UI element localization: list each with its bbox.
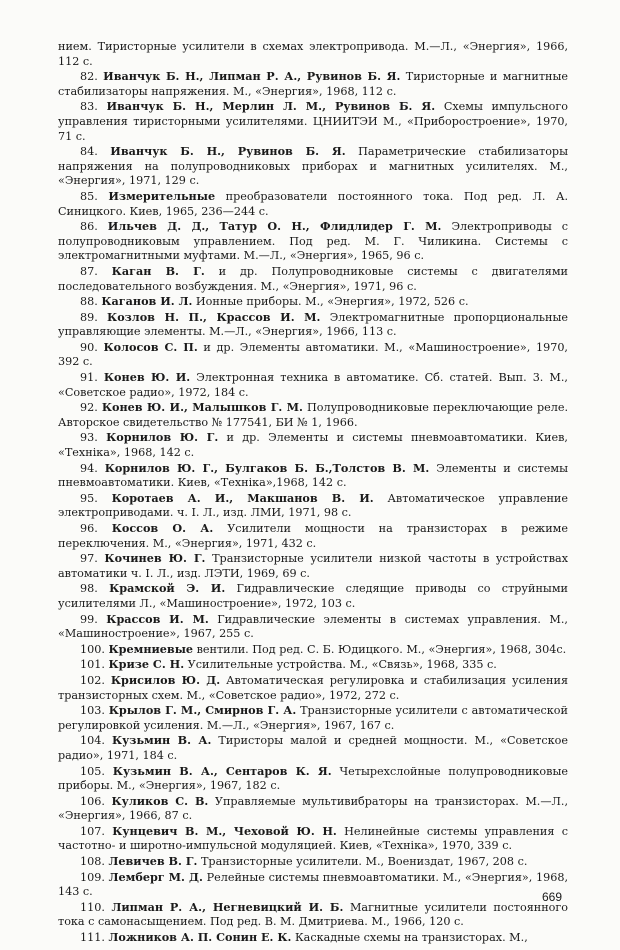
bibliography-entry (58, 551, 568, 581)
entry-number: 97. (80, 552, 98, 566)
entry-authors: Левичев В. Г. (108, 854, 198, 869)
entry-authors: Корнилов Ю. Г., Булгаков Б. Б.,Толстов В. М. (104, 460, 430, 475)
entry-number: 89. (80, 310, 98, 324)
bibliography-entry (58, 491, 568, 521)
bibliography-entry (58, 764, 568, 794)
bibliography-entry (58, 219, 568, 264)
bibliography-entry (58, 461, 568, 491)
entry-text: Усилители мощности на транзисторах в режиме переключения. М., «Энергия», 1971, 432 с. (58, 522, 569, 550)
entry-text: Электромагнитные пропорциональные управляющие элементы. М.—Л., «Энергия», 1966, 113 с. (58, 310, 568, 339)
bibliography-entry (58, 854, 568, 870)
entry-authors: Козлов Н. П., Крассов И. М. (107, 309, 321, 324)
entry-authors: Коротаев А. И., Макшанов В. И. (111, 490, 374, 505)
entry-authors: Коссов О. А. (111, 521, 214, 535)
entry-authors: Крамской Э. И. (109, 581, 226, 596)
entry-text: Нелинейные системы управления с частотно- и широтно-импульсной модуляцией. Киев, «Техніка», 1970, 339 с. (58, 824, 568, 853)
bibliography-entry (58, 340, 568, 370)
entry-number: 110. (80, 900, 105, 914)
bibliography-entry (58, 733, 568, 763)
bibliography-entry (58, 673, 568, 703)
entry-text: Параметрические стабилизаторы напряжения на полупроводниковых приборах и магнитных усилителях. М., «Энергия», 1971, 129 с. (58, 145, 568, 188)
entry-number: 99. (80, 612, 98, 626)
entry-text: Гидравлические элементы в системах управления. М., «Машиностроение», 1967, 255 с. (58, 612, 568, 641)
entry-text: Четырехслойные полупроводниковые приборы. М., «Энергия», 1967, 182 с. (58, 764, 568, 793)
entry-text: Транзисторные усилители низкой частоты в устройствах автоматики ч. I. Л., изд. ЛЭТИ, 1969, 69 с. (58, 552, 568, 580)
entry-text: Автоматическая регулировка и стабилизация усиления транзисторных схем. М., «Советское радио», 1972, 272 с. (58, 673, 569, 702)
bibliography-entry (58, 581, 568, 611)
bibliography-entry (58, 794, 568, 824)
entry-authors: Кузьмин В. А., Сентаров К. Я. (112, 763, 332, 778)
entry-number: 92. (80, 401, 98, 415)
entry-number: 111. (80, 931, 105, 945)
bibliography-entry (58, 900, 568, 930)
entry-text: и др. Полупроводниковые системы с двигателями последовательного возбуждения. М., «Энергия», 1971, 96 с. (58, 264, 568, 293)
page-number: 669 (542, 890, 563, 904)
entry-text: Схемы импульсного управления тиристорными усилителями. ЦНИИТЭИ М., «Приборостроение», 1970, 71 с. (58, 100, 568, 143)
entry-number: 108. (80, 855, 105, 869)
entry-text: Полупроводниковые переключающие реле. Авторское свидетельство № 177541, БИ № 1, 1966. (58, 401, 569, 429)
entry-authors: Иванчук Б. Н., Рувинов Б. Я. (110, 144, 346, 159)
entry-number: 88. (80, 295, 98, 309)
bibliography-entry (58, 703, 568, 733)
bibliography-list (58, 40, 568, 946)
entry-number: 109. (80, 870, 105, 884)
entry-text: Транзисторные усилители с автоматической регулировкой усиления. М.—Л., «Энергия», 1967, 167 с. (58, 704, 568, 732)
bibliography-entry (58, 370, 568, 400)
entry-number: 96. (80, 522, 98, 535)
entry-text: Управляемые мультивибраторы на транзисторах. М.—Л., «Энергия», 1966, 87 с. (58, 794, 568, 823)
entry-authors: Куликов С. В. (111, 793, 209, 808)
entry-text: и др. Элементы и системы пневмоавтоматики. Киев, «Техніка», 1968, 142 с. (58, 431, 568, 460)
entries-container (58, 69, 568, 945)
entry-text: Автоматическое управление электроприводами. ч. I. Л., изд. ЛМИ, 1971, 98 с. (58, 491, 568, 520)
entry-text: Магнитные усилители постоянного тока с самонасыщением. Под ред. В. М. Дмитриева. М., 1966, 120 с. (58, 900, 569, 929)
entry-authors: Крисилов Ю. Д. (110, 672, 221, 687)
entry-number: 86. (80, 220, 98, 234)
entry-number: 85. (80, 189, 98, 203)
bibliography-entry (58, 824, 568, 854)
entry-number: 87. (80, 264, 98, 278)
bibliography-entry (58, 264, 568, 294)
entry-text: вентили. Под ред. С. Б. Юдицкого. М., «Энергия», 1968, 304с. (196, 642, 567, 656)
entry-text: Релейные системы пневмоавтоматики. М., «Энергия», 1968, 143 с. (58, 870, 569, 899)
entry-number: 84. (80, 145, 98, 159)
entry-number: 102. (80, 673, 105, 687)
entry-authors: Конев Ю. И. (103, 370, 191, 385)
entry-authors: Каганов И. Л. (101, 294, 193, 309)
entry-number: 94. (80, 461, 98, 475)
bibliography-entry (58, 294, 568, 310)
entry-number: 91. (80, 371, 98, 385)
entry-text: Тиристорные и магнитные стабилизаторы напряжения. М., «Энергия», 1968, 112 с. (58, 70, 569, 98)
bibliography-entry (58, 642, 568, 658)
entry-authors: Липман Р. А., Негневицкий И. Б. (111, 899, 344, 914)
entry-text: преобразователи постоянного тока. Под ред. Л. А. Синицкого. Киев, 1965, 236—244 с. (58, 189, 569, 218)
entry-text: и др. Элементы автоматики. М., «Машиностроение», 1970, 392 с. (58, 340, 568, 369)
entry-authors: Лемберг М. Д. (108, 869, 203, 884)
bibliography-entry (58, 657, 568, 673)
entry-number: 103. (80, 704, 105, 718)
entry-authors: Колосов С. П. (103, 339, 198, 354)
entry-authors: Кризе С. Н. (108, 657, 185, 672)
bibliography-entry (58, 144, 568, 189)
entry-number: 83. (80, 100, 98, 114)
entry-authors: Каган В. Г. (111, 263, 205, 278)
entry-number: 105. (80, 764, 105, 778)
bibliography-entry (58, 310, 568, 340)
entry-authors: Корнилов Ю. Г. (106, 430, 219, 445)
entry-number: 104. (80, 734, 105, 748)
entry-text: Гидравлические следящие приводы со струйными усилителями Л., «Машиностроение», 1972, 103 с. (58, 582, 568, 610)
entry-text: Элементы и системы пневмоавтоматики. Киев, «Техніка»,1968, 142 с. (58, 461, 568, 490)
bibliography-entry (58, 430, 568, 460)
entry-authors: Ильчев Д. Д., Татур О. Н., Флидлидер Г. М. (107, 219, 442, 234)
entry-authors: Кремниевые (108, 641, 194, 656)
entry-number: 101. (80, 658, 105, 672)
bibliography-entry (58, 189, 568, 219)
entry-number: 106. (80, 794, 105, 808)
entry-number: 100. (80, 642, 105, 656)
entry-text: Транзисторные усилители. М., Воениздат, 1967, 208 с. (200, 855, 528, 869)
entry-number: 98. (80, 582, 98, 596)
entry-authors: Крылов Г. М., Смирнов Г. А. (108, 703, 297, 718)
bibliography-entry (58, 930, 568, 946)
bibliography-entry (58, 612, 568, 642)
bibliography-entry (58, 69, 568, 99)
entry-number: 95. (80, 491, 98, 505)
bibliography-entry (58, 521, 568, 551)
entry-text: Усилительные устройства. М., «Связь», 1968, 335 с. (187, 658, 497, 672)
entry-authors: Измерительные (108, 188, 216, 203)
entry-text: Тиристоры малой и средней мощности. М., «Советское радио», 1971, 184 с. (58, 734, 568, 762)
entry-number: 107. (80, 824, 105, 838)
bibliography-entry (58, 99, 568, 144)
entry-text: Каскадные схемы на транзисторах. М., (294, 931, 528, 945)
entry-number: 90. (80, 340, 98, 354)
entry-authors: Крассов И. М. (106, 611, 209, 626)
entry-authors: Кочинев Ю. Г. (104, 551, 206, 566)
bibliography-entry (58, 870, 568, 900)
bibliography-entry (58, 400, 568, 430)
entry-number: 93. (80, 431, 98, 445)
entry-authors: Конев Ю. И., Малышков Г. М. (101, 400, 303, 415)
entry-authors: Кунцевич В. М., Чеховой Ю. Н. (112, 823, 337, 838)
continuation-text: нием. Тиристорные усилители в схемах электропривода. М.—Л., «Энергия», 1966, 112 с. (58, 40, 568, 68)
entry-text: Электронная техника в автоматике. Сб. статей. Вып. 3. М., «Советское радио», 1972, 184 с. (58, 371, 568, 399)
entry-authors: Иванчук Б. Н., Липман Р. А., Рувинов Б. Я. (103, 69, 401, 84)
entry-authors: Иванчук Б. Н., Мерлин Л. М., Рувинов Б. Я. (106, 99, 436, 114)
entry-number: 82. (80, 70, 98, 84)
entry-text: Ионные приборы. М., «Энергия», 1972, 526 с. (195, 295, 469, 309)
entry-authors: Кузьмин В. А. (111, 733, 212, 748)
entry-authors: Ложников А. П. Сонин Е. К. (108, 930, 292, 945)
entry-text: Электроприводы с полупроводниковым управлением. Под ред. М. Г. Чиликина. Системы с электромагнитными муфтами. М.—Л., «Энергия», 1965, 96 с. (58, 220, 568, 263)
